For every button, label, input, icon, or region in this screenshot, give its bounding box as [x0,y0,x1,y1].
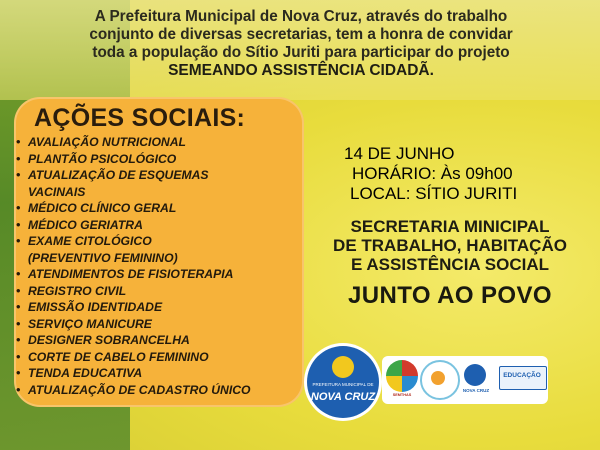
semthas-logo-icon [386,360,418,392]
nova-cruz-logo-icon [464,364,486,386]
educacao-logo-label: EDUCAÇÃO [503,372,541,379]
intro-line-3: toda a população do Sítio Juriti para participar do projeto [92,44,510,61]
slogan: JUNTO AO POVO [348,282,552,309]
list-item-continuation: VACINAIS [28,184,86,199]
intro-line-1: A Prefeitura Municipal de Nova Cruz, através do trabalho [94,8,508,25]
list-item: • MÉDICO CLÍNICO GERAL [16,201,177,215]
list-item: • SERVIÇO MANICURE [16,316,152,331]
list-item: • ATUALIZAÇÃO DE ESQUEMAS [16,168,209,182]
secretaria-line-3: E ASSISTÊNCIA SOCIAL [350,255,550,274]
intro-line-2: conjunto de diversas secretarias, tem a honra de convidar [89,26,513,43]
social-actions-list [16,134,251,398]
list-item: • EMISSÃO IDENTIDADE [16,300,163,314]
list-item: • DESIGNER SOBRANCELHA [16,333,190,347]
panel-title: AÇÕES SOCIAIS: [34,104,246,132]
list-item: • AVALIAÇÃO NUTRICIONAL [16,135,186,149]
prefeitura-logo [307,346,379,418]
event-location: LOCAL: SÍTIO JURITI [350,184,518,203]
list-item: • REGISTRO CIVIL [16,283,127,298]
list-item: • ATUALIZAÇÃO DE CADASTRO ÚNICO [16,382,251,397]
event-date: 14 DE JUNHO [344,144,455,163]
list-item-continuation: (PREVENTIVO FEMININO) [28,250,178,265]
invitation-text [18,8,584,80]
badge-center-icon [431,371,445,385]
sun-icon [332,356,354,378]
list-item: • ATENDIMENTOS DE FISIOTERAPIA [16,267,234,281]
secretaria-block [305,217,595,274]
list-item: • MÉDICO GERIATRA [16,217,143,232]
list-item: • TENDA EDUCATIVA [16,366,143,380]
secretaria-line-2: DE TRABALHO, HABITAÇÃO [333,236,567,255]
prefeitura-logo-name: NOVA CRUZ [310,391,376,403]
project-name: SEMEANDO ASSISTÊNCIA CIDADÃ. [168,62,434,79]
event-time: HORÁRIO: Às 09h00 [352,164,513,183]
list-item: • PLANTÃO PSICOLÓGICO [16,151,177,166]
nova-cruz-logo-label: NOVA CRUZ [462,388,490,393]
prefeitura-logo-caption: PREFEITURA MUNICIPAL DE [312,382,374,387]
semthas-logo-label: SEMTHAS [392,393,412,397]
list-item: • EXAME CITOLÓGICO [16,234,152,248]
secretaria-line-1: SECRETARIA MINICIPAL [350,217,550,236]
list-item: • CORTE DE CABELO FEMININO [16,349,209,364]
